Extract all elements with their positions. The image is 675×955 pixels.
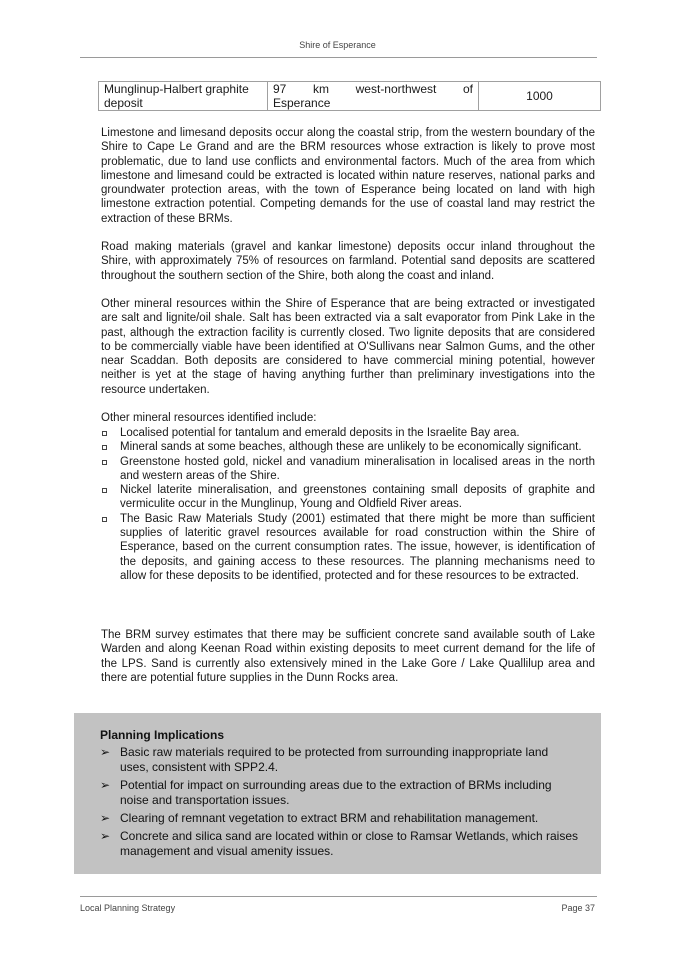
footer-document-title: Local Planning Strategy <box>80 903 176 913</box>
deposit-table <box>98 81 601 111</box>
square-bullet-icon <box>102 517 107 522</box>
mineral-resources-list <box>101 426 595 583</box>
planning-implications-list <box>100 745 580 862</box>
list-item-text: The Basic Raw Materials Study (2001) estimated that there might be more than sufficient supplies of lateritic gravel resources available for road construction within the Shire of Esperance, based on the current consumption rates. The issue, however, is identification of the deposits, and gaining access to these resources. The planning mechanisms need to allow for these deposits to be identified, protected and for these resources to be extracted. <box>120 512 595 582</box>
list-item <box>100 829 580 859</box>
location-word: km <box>313 82 329 96</box>
list-item <box>101 512 595 583</box>
paragraph-list-intro: Other mineral resources identified include: <box>101 412 317 424</box>
square-bullet-icon <box>102 431 107 436</box>
paragraph-other-minerals: Other mineral resources within the Shire of Esperance that are being extracted or investigated are salt and lignite/oil shale. Salt has been extracted via a salt evaporator from Pink Lake in the past, although the extraction facility is currently closed. Two lignite deposits that are considered to be commercially viable have been identified at O'Sullivans near Salmon Gums, and the other near Scaddan. Both deposits are considered to have commercial mining potential, however neither is yet at the stage of having anything further than preliminary investigations into the resource undertaken. <box>101 298 595 396</box>
list-item <box>101 483 595 512</box>
paragraph-road-materials: Road making materials (gravel and kankar limestone) deposits occur inland throughout the Shire, with approximately 75% of resources on farmland. Potential sand deposits are scattered throughout the southern section of the Shire, both along the coast and inland. <box>101 241 595 282</box>
list-item-text: Nickel laterite mineralisation, and greenstones containing small deposits of graphite and vermiculite occur in the Munglinup, Young and Oldfield River areas. <box>120 484 595 511</box>
list-item <box>101 426 595 440</box>
deposit-name-cell: Munglinup-Halbert graphite deposit <box>99 82 268 111</box>
square-bullet-icon <box>102 445 107 450</box>
location-word: of <box>462 82 473 96</box>
arrow-bullet-icon: ➢ <box>100 829 111 843</box>
planning-implications-box <box>74 713 601 874</box>
list-item-text: Greenstone hosted gold, nickel and vanadium mineralisation in localised areas in the north and western areas of the Shire. <box>120 455 595 482</box>
list-item <box>100 745 580 775</box>
planning-implications-title: Planning Implications <box>100 728 225 742</box>
location-word: west-northwest <box>355 82 437 96</box>
list-item-text: Localised potential for tantalum and emerald deposits in the Israelite Bay area. <box>120 427 520 439</box>
arrow-bullet-icon: ➢ <box>100 745 111 759</box>
arrow-bullet-icon: ➢ <box>100 811 111 825</box>
list-item-text: Basic raw materials required to be protected from surrounding inappropriate land uses, consistent with SPP2.4. <box>120 745 549 774</box>
page-header-title: Shire of Esperance <box>299 40 376 50</box>
list-item <box>101 440 595 454</box>
table-row <box>99 82 601 111</box>
list-item-text: Clearing of remnant vegetation to extract BRM and rehabilitation management. <box>120 811 539 825</box>
paragraph-limestone: Limestone and limesand deposits occur along the coastal strip, from the western boundary of the Shire to Cape Le Grand and are the BRM resources whose extraction is likely to prove most problematic, due to land use conflicts and environmental factors. Much of the area from which limestone and limesand could be extracted is located within nature reserves, national parks and groundwater protection areas, with the town of Esperance being located on land with high limestone extraction potential. Competing demands for the use of coastal land may restrict the extraction of these BRMs. <box>101 127 595 225</box>
footer-rule <box>80 896 597 897</box>
arrow-bullet-icon: ➢ <box>100 778 111 792</box>
list-item <box>100 811 580 826</box>
list-item <box>101 455 595 484</box>
location-line-2: Esperance <box>273 96 331 110</box>
list-item-text: Concrete and silica sand are located within or close to Ramsar Wetlands, which raises management and visual amenity issues. <box>120 829 578 858</box>
deposit-value-cell: 1000 <box>479 82 601 111</box>
page-number: Page 37 <box>561 903 595 913</box>
square-bullet-icon <box>102 488 107 493</box>
list-item <box>100 778 580 808</box>
list-item-text: Mineral sands at some beaches, although these are unlikely to be economically significant. <box>120 441 582 454</box>
location-line-1 <box>273 82 473 96</box>
header-rule <box>80 57 597 58</box>
paragraph-brm-survey: The BRM survey estimates that there may be sufficient concrete sand available south of Lake Warden and along Keenan Road within existing deposits to meet current demand for the life of the LPS. Sand is currently also extensively mined in the Lake Gore / Lake Quallilup area and there are potential future supplies in the Dunn Rocks area. <box>101 629 595 684</box>
location-word: 97 <box>273 82 287 96</box>
square-bullet-icon <box>102 460 107 465</box>
deposit-location-cell <box>268 82 479 111</box>
list-item-text: Potential for impact on surrounding areas due to the extraction of BRMs including noise and transportation issues. <box>120 778 552 807</box>
